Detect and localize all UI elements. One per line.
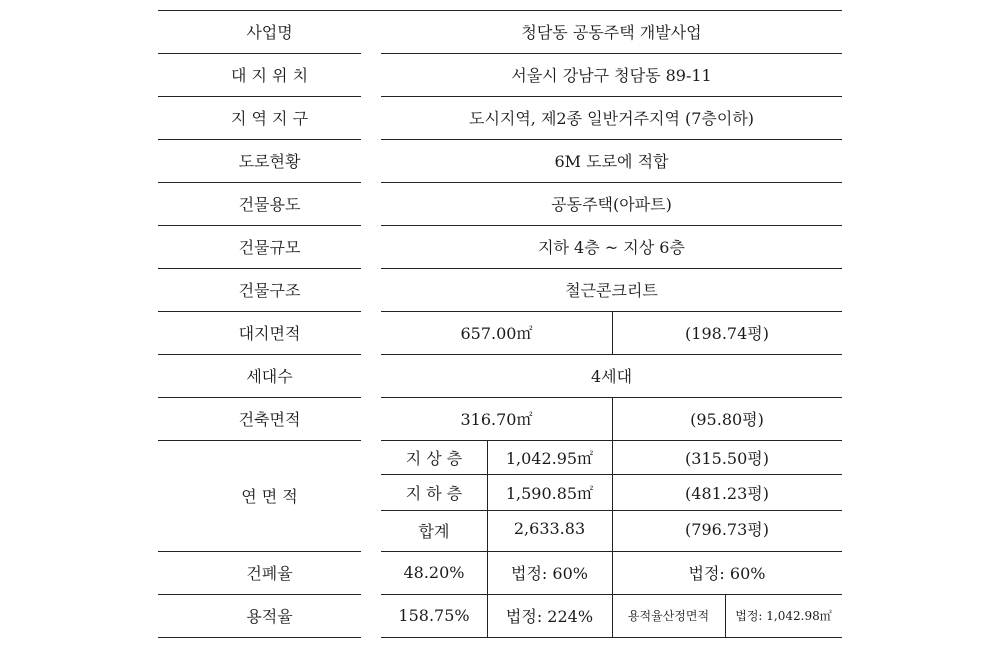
label-far: 용적율: [246, 607, 293, 626]
gfa-below-pyeong: (481.23평): [685, 483, 769, 503]
site-area-pyeong: (198.74평): [685, 324, 769, 343]
gfa-total-label: 합계: [418, 522, 450, 541]
gfa-above-label: 지 상 층: [405, 448, 463, 468]
label-building-area: 건축면적: [238, 410, 301, 429]
coverage-ratio-value: 48.20%: [403, 563, 465, 582]
value-project-name: 청담동 공동주택 개발사업: [521, 23, 702, 42]
far-value: 158.75%: [398, 606, 470, 625]
label-zoning: 지 역 지 구: [230, 109, 309, 128]
value-site-location: 서울시 강남구 청담동 89-11: [511, 66, 712, 85]
gfa-below-sqm: 1,590.85㎡: [505, 483, 594, 503]
gfa-total-sqm: 2,633.83: [513, 518, 586, 538]
gfa-above-sqm: 1,042.95㎡: [505, 448, 594, 468]
label-project-name: 사업명: [246, 23, 293, 42]
label-gross-floor-area: 연 면 적: [241, 487, 298, 506]
building-area-sqm: 316.70㎡: [460, 410, 533, 429]
gfa-total-pyeong: (796.73평): [685, 519, 769, 539]
label-households: 세대수: [246, 367, 293, 386]
value-building-use: 공동주택(아파트): [551, 195, 672, 214]
label-site-area: 대지면적: [238, 324, 301, 343]
value-households: 4세대: [590, 367, 633, 386]
label-road: 도로현황: [238, 152, 301, 171]
value-building-structure: 철근콘크리트: [565, 281, 658, 300]
label-coverage-ratio: 건폐율: [246, 564, 293, 583]
value-road: 6M 도로에 적합: [554, 152, 669, 171]
label-building-scale: 건물규모: [238, 238, 301, 257]
gfa-below-label: 지 하 층: [405, 483, 463, 503]
site-area-sqm: 657.00㎡: [460, 324, 533, 343]
coverage-ratio-legal-2: 법정: 60%: [688, 564, 766, 583]
gfa-above-pyeong: (315.50평): [685, 448, 769, 468]
label-site-location: 대 지 위 치: [230, 66, 309, 85]
coverage-ratio-legal: 법정: 60%: [511, 564, 588, 583]
value-zoning: 도시지역, 제2종 일반거주지역 (7층이하): [468, 109, 755, 128]
value-building-scale: 지하 4층 ~ 지상 6층: [538, 238, 685, 257]
label-building-use: 건물용도: [238, 195, 301, 214]
building-area-pyeong: (95.80평): [690, 410, 764, 429]
label-building-structure: 건물구조: [238, 281, 301, 300]
far-calc-value: 법정: 1,042.98㎡: [735, 609, 832, 623]
far-legal: 법정: 224%: [505, 607, 594, 626]
far-calc-label: 용적율산정면적: [627, 609, 710, 623]
